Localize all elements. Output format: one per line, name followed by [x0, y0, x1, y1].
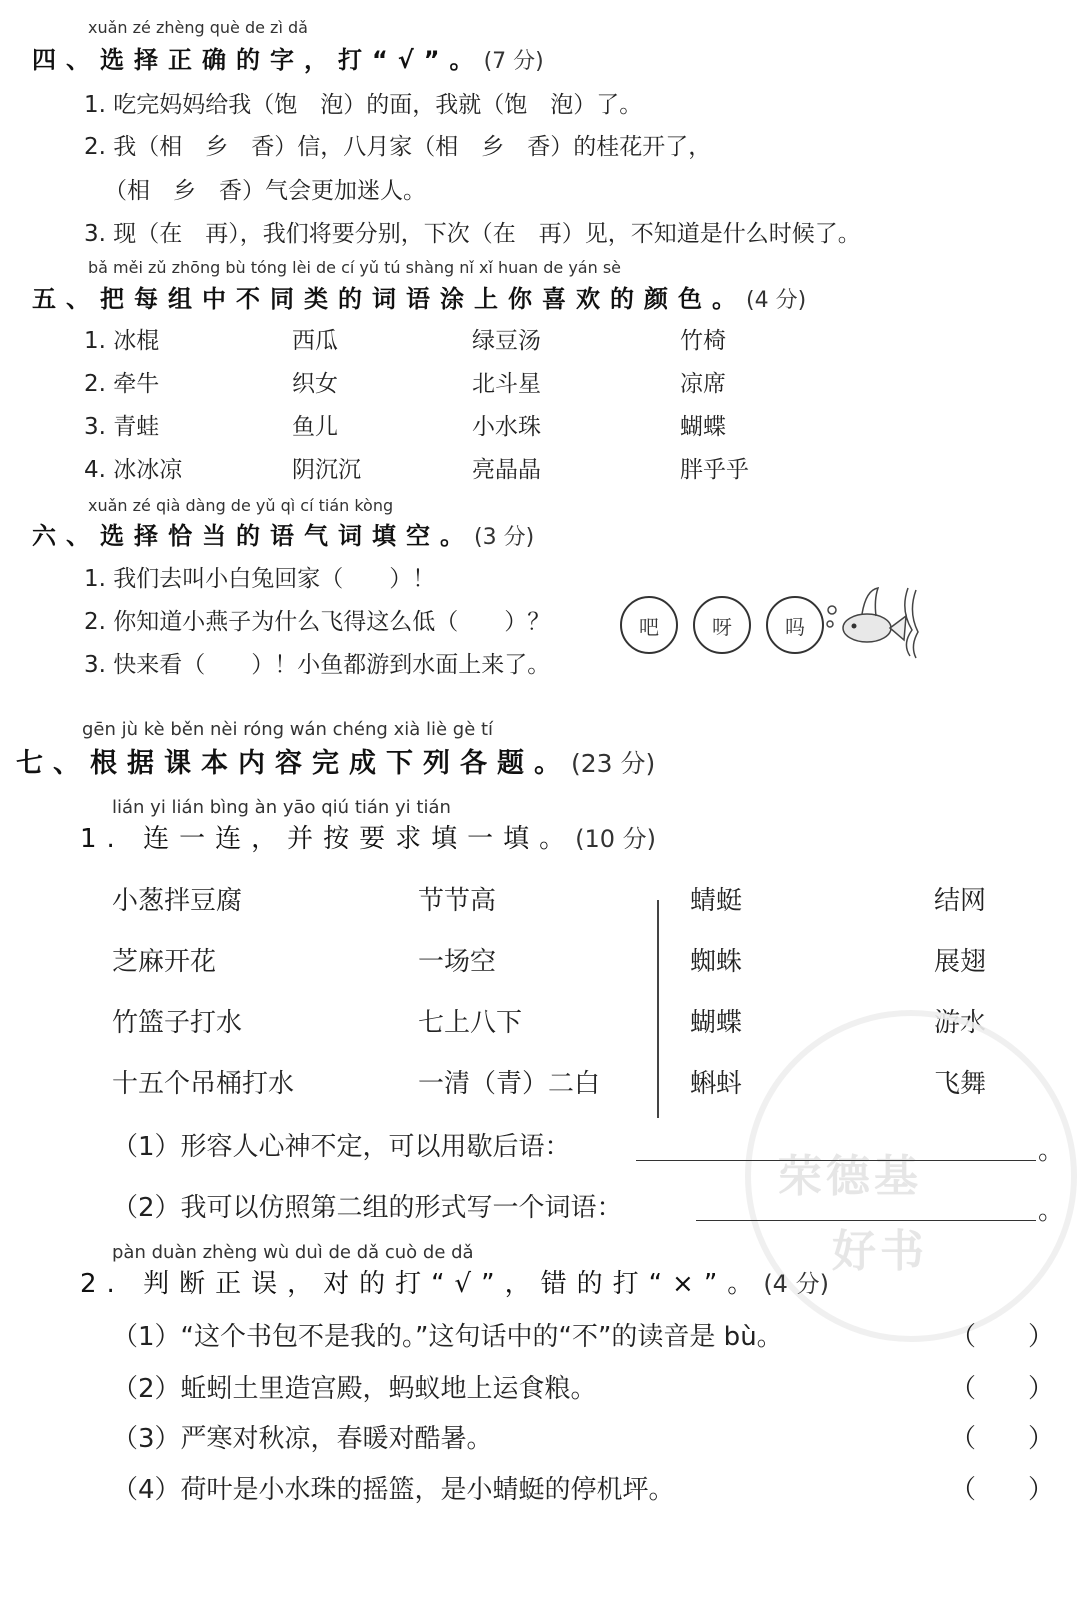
watermark-text-2: 好书	[832, 1226, 928, 1277]
s4-pinyin: xuǎn zé zhèng què de zì dǎ	[88, 18, 308, 37]
s5-r4c4: 胖乎乎	[680, 457, 749, 483]
s5-r2c2: 织女	[292, 371, 338, 397]
action-2: 展翅	[934, 947, 987, 977]
divider-line	[657, 900, 659, 1118]
s5-r2c3: 北斗星	[472, 371, 541, 397]
s4-title: 四、选择正确的字，打“√”。(7 分)	[32, 46, 544, 74]
s6-q3: 3. 快来看（ ）！小鱼都游到水面上来了。	[84, 652, 551, 678]
idiom-right-2: 一场空	[418, 947, 497, 977]
insect-3: 蝴蝶	[690, 1008, 743, 1038]
fill-question-2: （2）我可以仿照第二组的形式写一个词语：	[112, 1193, 623, 1223]
s5-r4c1: 4. 冰冰凉	[84, 457, 183, 483]
s7-title: 七、根据课本内容完成下列各题。(23 分)	[16, 748, 656, 779]
s5-r3c4: 蝴蝶	[680, 414, 726, 440]
s7-pinyin: gēn jù kè běn nèi róng wán chéng xià liè gè tí	[82, 719, 494, 740]
judge-4: （4）荷叶是小水珠的摇篮，是小蜻蜓的停机坪。	[112, 1475, 675, 1505]
s4-q2a: 2. 我（相 乡 香）信，八月家（相 乡 香）的桂花开了，	[84, 134, 712, 160]
s5-r2c1: 2. 牵牛	[84, 371, 160, 397]
fill-end-2: 。	[1038, 1196, 1065, 1226]
s5-r3c3: 小水珠	[472, 414, 541, 440]
s5-r1c4: 竹椅	[680, 328, 726, 354]
s4-q3: 3. 现（在 再），我们将要分别，下次（在 再）见，不知道是什么时候了。	[84, 221, 861, 247]
insect-1: 蜻蜓	[690, 886, 743, 916]
judge-answer-4[interactable]: （ ）	[950, 1475, 1055, 1505]
fish-icon	[822, 580, 922, 660]
s5-r3c2: 鱼儿	[292, 414, 338, 440]
watermark-text-1: 荣德基	[778, 1151, 922, 1202]
s5-pinyin: bǎ měi zǔ zhōng bù tóng lèi de cí yǔ tú shàng nǐ xǐ huan de yán sè	[88, 258, 622, 277]
s7-p2-title: 2. 判断正误，对的打“√”，错的打“×”。(4 分)	[80, 1269, 829, 1299]
bubble-ba: 吧	[620, 596, 678, 654]
s7-p1-pinyin: lián yi lián bìng àn yāo qiú tián yi tián	[112, 797, 451, 818]
bubble-ma: 吗	[766, 596, 824, 654]
idiom-right-3: 七上八下	[418, 1008, 523, 1038]
action-4: 飞舞	[934, 1069, 987, 1099]
fill-blank-2[interactable]	[696, 1220, 1036, 1221]
action-3: 游水	[934, 1008, 987, 1038]
judge-3: （3）严寒对秋凉，春暖对酷暑。	[112, 1424, 493, 1454]
s5-r3c1: 3. 青蛙	[84, 414, 160, 440]
judge-2: （2）蚯蚓土里造宫殿，蚂蚁地上运食粮。	[112, 1374, 597, 1404]
bubble-ya: 呀	[693, 596, 751, 654]
idiom-left-3: 竹篮子打水	[112, 1008, 243, 1038]
fill-blank-1[interactable]	[636, 1160, 1036, 1161]
s5-r4c2: 阴沉沉	[292, 457, 361, 483]
s7-p2-pinyin: pàn duàn zhèng wù duì de dǎ cuò de dǎ	[112, 1242, 474, 1263]
s5-r1c2: 西瓜	[292, 328, 338, 354]
s5-r1c3: 绿豆汤	[472, 328, 541, 354]
insect-2: 蜘蛛	[690, 947, 743, 977]
s5-title: 五、把每组中不同类的词语涂上你喜欢的颜色。(4 分)	[32, 285, 807, 313]
judge-answer-1[interactable]: （ ）	[950, 1322, 1055, 1352]
s4-q1: 1. 吃完妈妈给我（饱 泡）的面，我就（饱 泡）了。	[84, 92, 643, 118]
s6-q1: 1. 我们去叫小白兔回家（ ）！	[84, 566, 436, 592]
s6-title: 六、选择恰当的语气词填空。(3 分)	[32, 522, 535, 550]
idiom-left-2: 芝麻开花	[112, 947, 217, 977]
action-1: 结网	[934, 886, 987, 916]
s5-r1c1: 1. 冰棍	[84, 328, 160, 354]
s7-p1-title: 1. 连一连，并按要求填一填。(10 分)	[80, 824, 656, 854]
idiom-left-4: 十五个吊桶打水	[112, 1069, 295, 1099]
s5-r4c3: 亮晶晶	[472, 457, 541, 483]
s6-q2: 2. 你知道小燕子为什么飞得这么低（ ）？	[84, 609, 551, 635]
s5-r2c4: 凉席	[680, 371, 726, 397]
idiom-right-4: 一清（青）二白	[418, 1069, 601, 1099]
s6-pinyin: xuǎn zé qià dàng de yǔ qì cí tián kòng	[88, 496, 394, 515]
judge-answer-3[interactable]: （ ）	[950, 1424, 1055, 1454]
idiom-left-1: 小葱拌豆腐	[112, 886, 243, 916]
judge-1: （1）“这个书包不是我的。”这句话中的“不”的读音是 bù。	[112, 1322, 783, 1352]
judge-answer-2[interactable]: （ ）	[950, 1374, 1055, 1404]
insect-4: 蝌蚪	[690, 1069, 743, 1099]
s4-q2b: （相 乡 香）气会更加迷人。	[104, 178, 426, 204]
fill-question-1: （1）形容人心神不定，可以用歇后语：	[112, 1132, 571, 1162]
fill-end-1: 。	[1038, 1136, 1065, 1166]
idiom-right-1: 节节高	[418, 886, 497, 916]
